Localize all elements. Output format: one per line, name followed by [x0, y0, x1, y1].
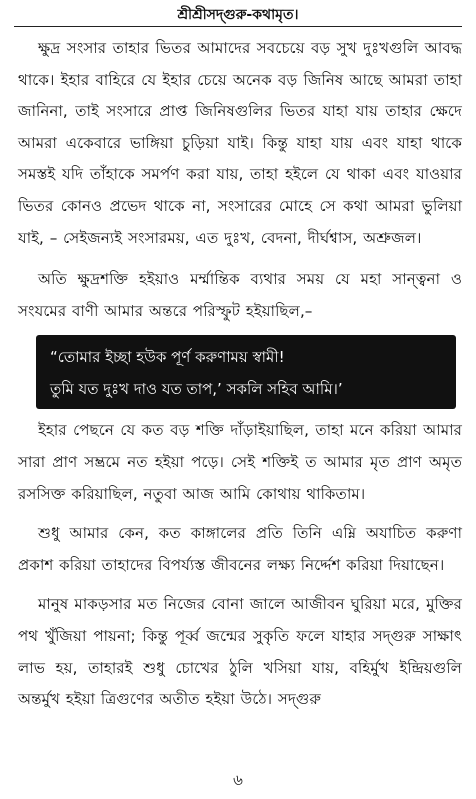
- highlighted-quote: [36, 335, 456, 409]
- paragraph-5: মানুষ মাকড়সার মত নিজের বোনা জালে আজীবন ঘুরিয়া মরে, মুক্তির পথ খুঁজিয়া পায়না; কিন্তু পূর্ব্ব জন্মের সুকৃতি ফলে যাহার সদ্গুরু সাক্ষাৎ লাভ হয়, তাহারই শুধু চোখের ঠুলি খসিয়া যায়, বহির্মুখ ইন্দ্রিয়গুলি অন্তর্মুখ হইয়া ত্রিগুণের অতীত হইয়া উঠে। সদ্গুরু: [18, 595, 462, 709]
- paragraph-2: অতি ক্ষুদ্রশক্তি হইয়াও মর্ম্মান্তিক ব্যথার সময় যে মহা সান্ত্বনা ও সংযমের বাণী আমার অন্তরে পরিস্ফুট হইয়াছিল,–: [18, 270, 462, 320]
- running-header: শ্রীশ্রীসদ্গুরু-কথামৃত।: [14, 4, 462, 27]
- quote-line-1: “তোমার ইচ্ছা হউক পূর্ণ করুণাময় স্বামী!: [50, 348, 285, 367]
- page-body: [18, 33, 462, 716]
- page-number: ৬: [233, 771, 243, 789]
- paragraph-4: শুধু আমার কেন, কত কাঙ্গালের প্রতি তিনি এম্নি অযাচিত করুণা প্রকাশ করিয়া তাহাদের বিপর্য্যস্ত জীবনের লক্ষ্য নির্দ্দেশ করিয়া দিয়াছেন।: [18, 524, 462, 574]
- paragraph-3: ইহার পেছনে যে কত বড় শক্তি দাঁড়াইয়াছিল, তাহা মনে করিয়া আমার সারা প্রাণ সম্ভ্রমে নত হইয়া পড়ে। সেই শক্তিই ত আমার মৃত প্রাণ অমৃত রসসিক্ত করিয়াছিল, নতুবা আজ আমি কোথায় থাকিতাম।: [18, 421, 462, 503]
- paragraph-1: ক্ষুদ্র সংসার তাহার ভিতর আমাদের সবচেয়ে বড় সুখ দুঃখগুলি আবদ্ধ থাকে। ইহার বাহিরে যে ইহার চেয়ে অনেক বড় জিনিষ আছে আমরা তাহা জানিনা, তাই সংসারে প্রাপ্ত জিনিষগুলির ভিতর যাহা যায় তাহার ক্ষেদে আমরা একেবারে ভাঙ্গিয়া চুড়িয়া যাই। কিন্তু যাহা যায় এবং যাহা থাকে সমস্তই যদি তাঁহাকে সমর্পণ করা যায়, তাহা হইলে যে থাকা এবং যাওয়ার ভিতর কোনও প্রভেদ থাকে না, সংসারের মোহে সে কথা আমরা ভুলিয়া যাই, – সেইজন্যই সংসারময়, এত দুঃখ, বেদনা, দীর্ঘশ্বাস, অশ্রুজল।: [18, 39, 462, 247]
- quote-line-2: তুমি যত দুঃখ দাও যত তাপ,’ সকলি সহিব আমি।’: [50, 380, 343, 399]
